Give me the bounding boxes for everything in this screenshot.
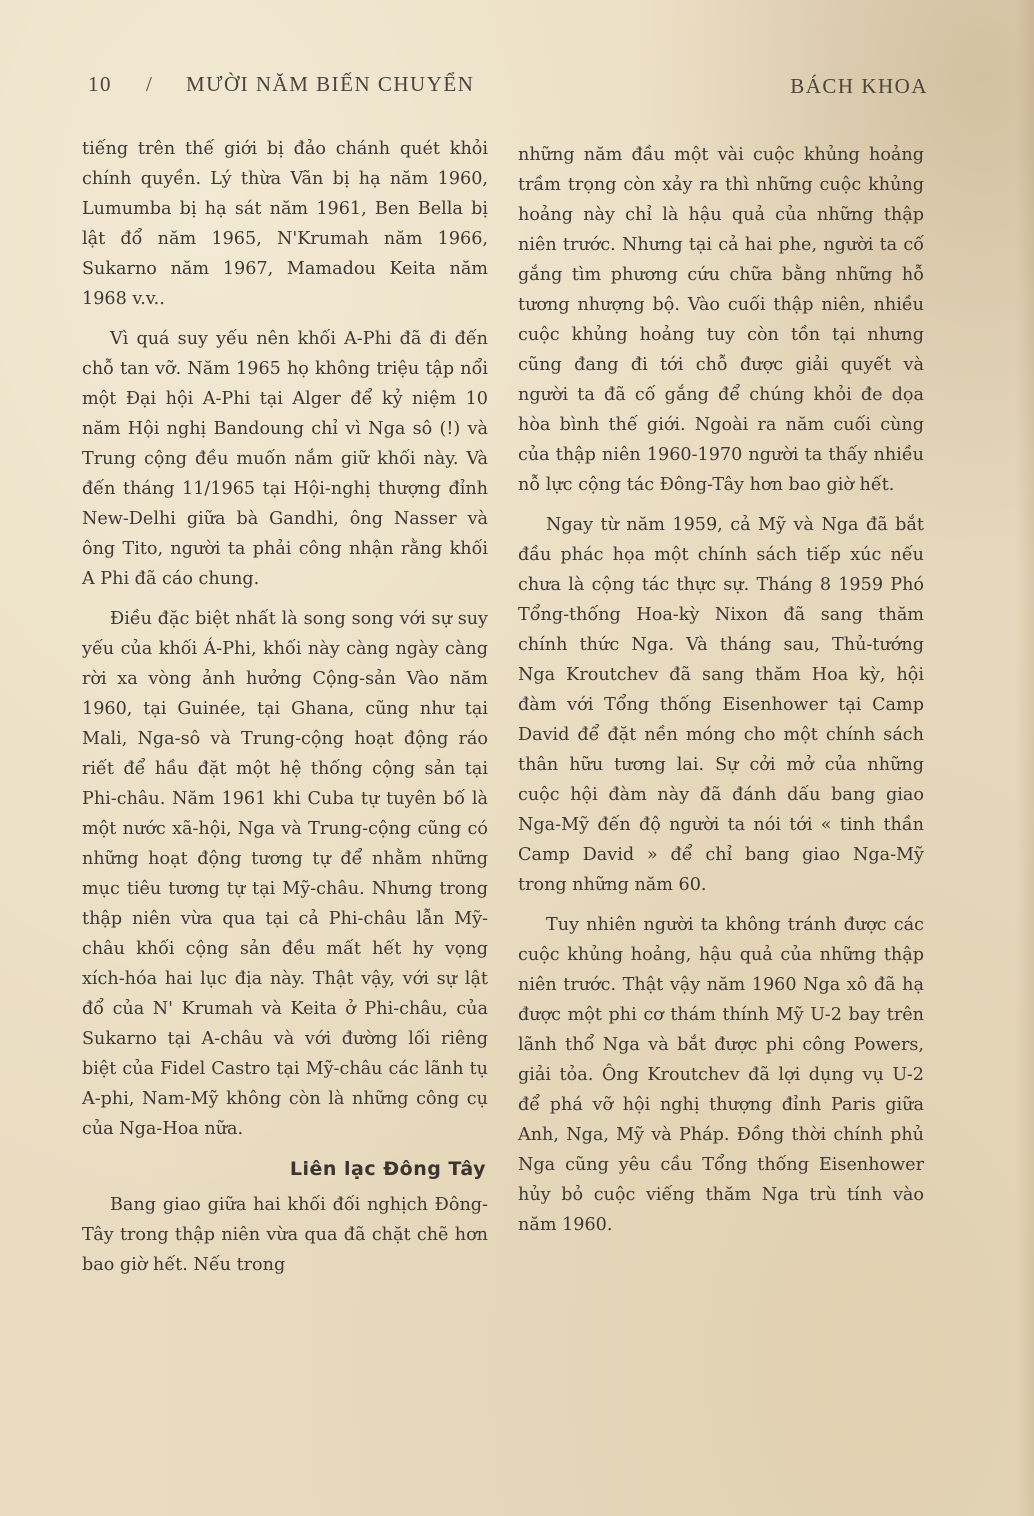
page-edge-shadow: [1016, 0, 1034, 1516]
magazine-name: BÁCH KHOA: [790, 74, 928, 98]
running-header: [88, 72, 928, 102]
paragraph: những năm đầu một vài cuộc khủng hoảng trầm trọng còn xảy ra thì những cuộc khủng hoảng này chỉ là hậu quả của những thập niên trước. Nhưng tại cả hai phe, người ta cố gắng tìm phương cứu chữa bằng những hỗ tương nhượng bộ. Vào cuối thập niên, nhiều cuộc khủng hoảng tuy còn tồn tại nhưng cũng đang đi tới chỗ được giải quyết và người ta đã cố gắng để chúng khỏi đe dọa hòa bình thế giới. Ngoài ra năm cuối cùng của thập niên 1960-1970 người ta thấy nhiều nỗ lực cộng tác Đông-Tây hơn bao giờ hết.: [518, 145, 924, 495]
paragraph: Tuy nhiên người ta không tránh được các cuộc khủng hoảng, hậu quả của những thập niên trước. Thật vậy năm 1960 Nga xô đã hạ được một phi cơ thám thính Mỹ U-2 bay trên lãnh thổ Nga và bắt được phi công Powers, giải tỏa. Ông Kroutchev đã lợi dụng vụ U-2 để phá vỡ hội nghị thượng đỉnh Paris giữa Anh, Nga, Mỹ và Pháp. Đồng thời chính phủ Nga cũng yêu cầu Tổng thống Eisenhower hủy bỏ cuộc viếng thăm Nga trù tính vào năm 1960.: [518, 915, 924, 1235]
running-title: MƯỜI NĂM BIẾN CHUYỂN: [186, 72, 475, 96]
header-separator: /: [146, 72, 154, 96]
page-number: 10: [88, 72, 112, 96]
paragraph: Ngay từ năm 1959, cả Mỹ và Nga đã bắt đầu phác họa một chính sách tiếp xúc nếu chưa là cộng tác thực sự. Tháng 8 1959 Phó Tổng-thống Hoa-kỳ Nixon đã sang thăm chính thức Nga. Và tháng sau, Thủ-tướng Nga Kroutchev đã sang thăm Hoa kỳ, hội đàm với Tổng thống Eisenhower tại Camp David để đặt nền móng cho một chính sách thân hữu tương lai. Sự cởi mở của những cuộc hội đàm này đã đánh dấu bang giao Nga-Mỹ đến độ người ta nói tới « tinh thần Camp David » để chỉ bang giao Nga-Mỹ trong những năm 60.: [518, 515, 924, 895]
paragraph: Vì quá suy yếu nên khối A-Phi đã đi đến chỗ tan vỡ. Năm 1965 họ không triệu tập nổi một Đại hội A-Phi tại Alger để kỷ niệm 10 năm Hội nghị Bandoung chỉ vì Nga sô (!) và Trung cộng đều muốn nắm giữ khối này. Và đến tháng 11/1965 tại Hội-nghị thượng đỉnh New-Delhi giữa bà Gandhi, ông Nasser và ông Tito, người ta phải công nhận rằng khối A Phi đã cáo chung.: [82, 329, 488, 589]
section-heading: Liên lạc Đông Tây: [289, 1158, 486, 1180]
paragraph: Điều đặc biệt nhất là song song với sự suy yếu của khối Á-Phi, khối này càng ngày càng rời xa vòng ảnh hưởng Cộng-sản Vào năm 1960, tại Guinée, tại Ghana, cũng như tại Mali, Nga-sô và Trung-cộng hoạt động ráo riết để hầu đặt một hệ thống cộng sản tại Phi-châu. Năm 1961 khi Cuba tự tuyên bố là một nước xã-hội, Nga và Trung-cộng cũng có những hoạt động tương tự để nhằm những mục tiêu tương tự tại Mỹ-châu. Nhưng trong thập niên vừa qua tại cả Phi-châu lẫn Mỹ-châu khối cộng sản đều mất hết hy vọng xích-hóa hai lục địa này. Thật vậy, với sự lật đổ của N' Krumah và Keita ở Phi-châu, của Sukarno tại A-châu và với đường lối riêng biệt của Fidel Castro tại Mỹ-châu các lãnh tụ A-phi, Nam-Mỹ không còn là những công cụ của Nga-Hoa nữa.: [82, 609, 488, 1139]
paragraph: tiếng trên thế giới bị đảo chánh quét khỏi chính quyền. Lý thừa Vãn bị hạ năm 1960, Lumumba bị hạ sát năm 1961, Ben Bella bị lật đổ năm 1965, N'Krumah năm 1966, Sukarno năm 1967, Mamadou Keita năm 1968 v.v..: [82, 139, 488, 309]
paragraph: Bang giao giữa hai khối đối nghịch Đông-Tây trong thập niên vừa qua đã chặt chẽ hơn bao giờ hết. Nếu trong: [82, 1195, 488, 1275]
right-column: [518, 140, 924, 1250]
left-column: [82, 134, 488, 1290]
